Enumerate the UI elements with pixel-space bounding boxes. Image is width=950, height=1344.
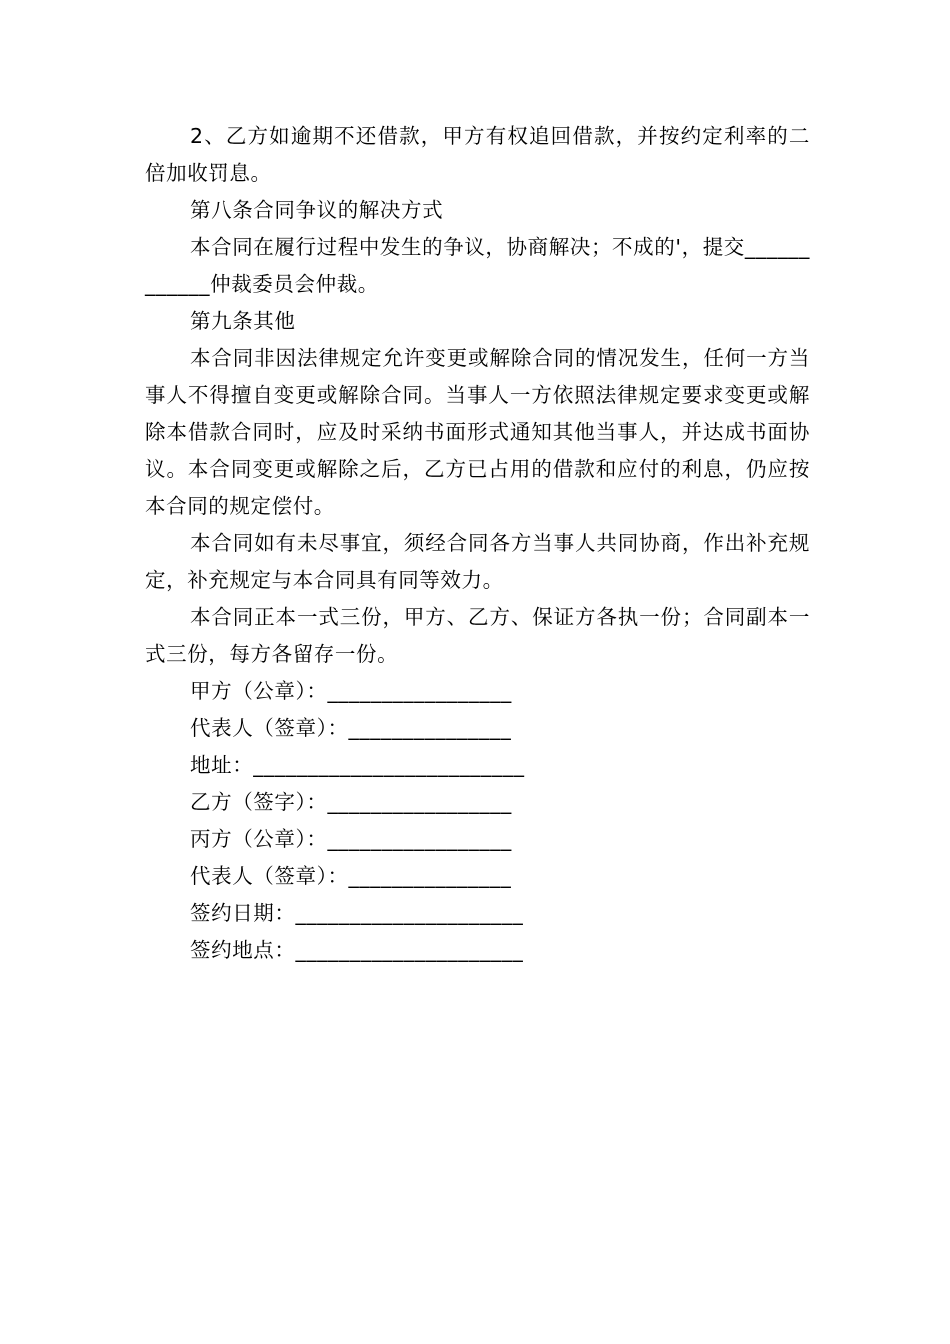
signing-place-line: 签约地点：_____________________: [190, 938, 524, 962]
copies-paragraph: 本合同正本一式三份，甲方、乙方、保证方各执一份；合同副本一式三份，每方各留存一份。: [145, 605, 810, 666]
dispute-resolution-paragraph: 本合同在履行过程中发生的争议，协商解决；不成的'，提交____________仲裁委员会仲裁。: [145, 235, 810, 296]
address-line: 地址：_________________________: [190, 753, 525, 777]
modification-paragraph: 本合同非因法律规定允许变更或解除合同的情况发生，任何一方当事人不得擅自变更或解除合同。当事人一方依照法律规定要求变更或解除本借款合同时，应及时采纳书面形式通知其他当事人，并达成书面协议。本合同变更或解除之后，乙方已占用的借款和应付的利息，仍应按本合同的规定偿付。: [145, 346, 810, 518]
penalty-clause-paragraph: 2、乙方如逾期不还借款，甲方有权追回借款，并按约定利率的二倍加收罚息。: [145, 124, 810, 185]
party-b-signature-line: 乙方（签字）：_________________: [190, 790, 512, 814]
party-c-seal-line: 丙方（公章）：_________________: [190, 827, 512, 851]
party-c-representative-line: 代表人（签章）：_______________: [190, 864, 512, 888]
supplement-paragraph: 本合同如有未尽事宜，须经合同各方当事人共同协商，作出补充规定，补充规定与本合同具有同等效力。: [145, 531, 810, 592]
article-9-heading: 第九条其他: [190, 309, 296, 333]
party-a-representative-line: 代表人（签章）：_______________: [190, 716, 512, 740]
party-a-seal-line: 甲方（公章）：_________________: [190, 679, 512, 703]
document-body: [145, 118, 810, 969]
article-8-heading: 第八条合同争议的解决方式: [190, 198, 444, 222]
signing-date-line: 签约日期：_____________________: [190, 901, 524, 925]
signature-block: [145, 673, 810, 969]
